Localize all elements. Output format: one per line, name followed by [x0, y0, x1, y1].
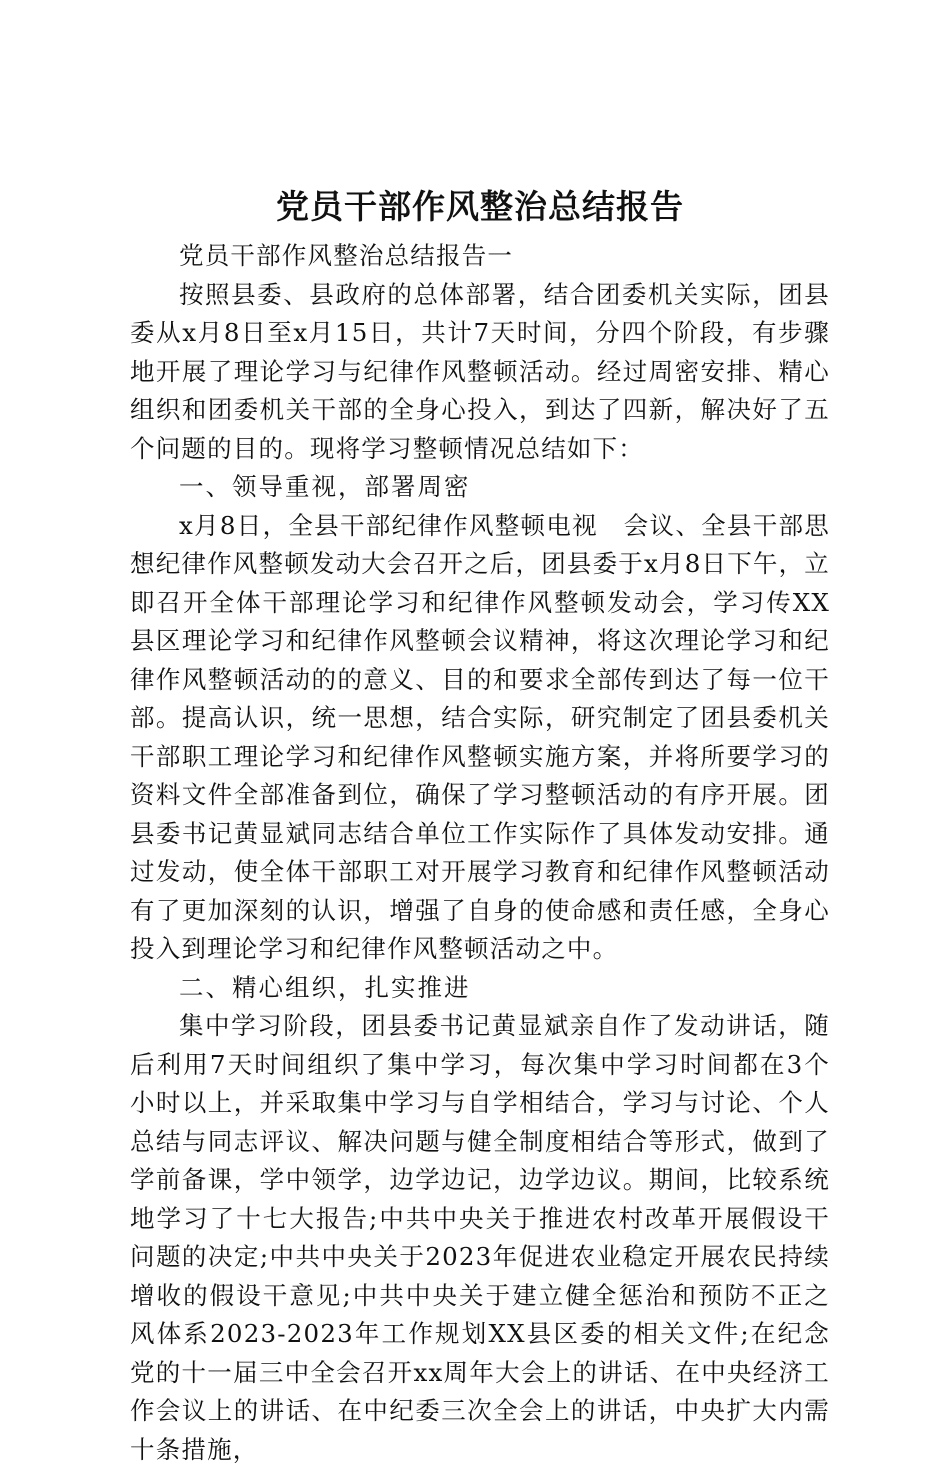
document-body	[130, 183, 830, 1469]
intro-paragraph: 按照县委、县政府的总体部署，结合团委机关实际，团县委从x月8日至x月15日，共计7天时间，分四个阶段，有步骤地开展了理论学习与纪律作风整顿活动。经过周密安排、精心组织和团委机关干部的全身心投入，到达了四新，解决好了五个问题的目的。现将学习整顿情况总结如下：	[130, 279, 830, 463]
section-2-paragraph: 集中学习阶段，团县委书记黄显斌亲自作了发动讲话，随后利用7天时间组织了集中学习，每次集中学习时间都在3个小时以上，并采取集中学习与自学相结合，学习与讨论、个人总结与同志评议、解决问题与健全制度相结合等形式，做到了学前备课，学中领学，边学边记，边学边议。期间，比较系统地学习了十七大报告;中共中央关于推进农村改革开展假设干问题的决定;中共中央关于2023年促进农业稳定开展农民持续增收的假设干意见;中共中央关于建立健全惩治和预防不正之风体系2023-2023年工作规划XX县区委的相关文件;在纪念党的十一届三中全会召开xx周年大会上的讲话、在中央经济工作会议上的讲话、在中纪委三次全会上的讲话，中央扩大内需十条措施，	[130, 1011, 830, 1464]
section-1-paragraph: x月8日，全县干部纪律作风整顿电视 会议、全县干部思想纪律作风整顿发动大会召开之后，团县委于x月8日下午，立即召开全体干部理论学习和纪律作风整顿发动会，学习传XX县区理论学习和纪律作风整顿会议精神，将这次理论学习和纪律作风整顿活动的的意义、目的和要求全部传到达了每一位干部。提高认识，统一思想，结合实际，研究制定了团县委机关干部职工理论学习和纪律作风整顿实施方案，并将所要学习的资料文件全部准备到位，确保了学习整顿活动的有序开展。团县委书记黄显斌同志结合单位工作实际作了具体发动安排。通过发动，使全体干部职工对开展学习教育和纪律作风整顿活动有了更加深刻的认识，增强了自身的使命感和责任感，全身心投入到理论学习和纪律作风整顿活动之中。	[130, 510, 831, 963]
subtitle-paragraph: 党员干部作风整治总结报告一	[179, 241, 514, 270]
section-heading-1: 一、领导重视，部署周密	[179, 472, 471, 501]
document-title: 党员干部作风整治总结报告	[276, 187, 684, 226]
section-heading-2: 二、精心组织，扎实推进	[179, 972, 471, 1002]
